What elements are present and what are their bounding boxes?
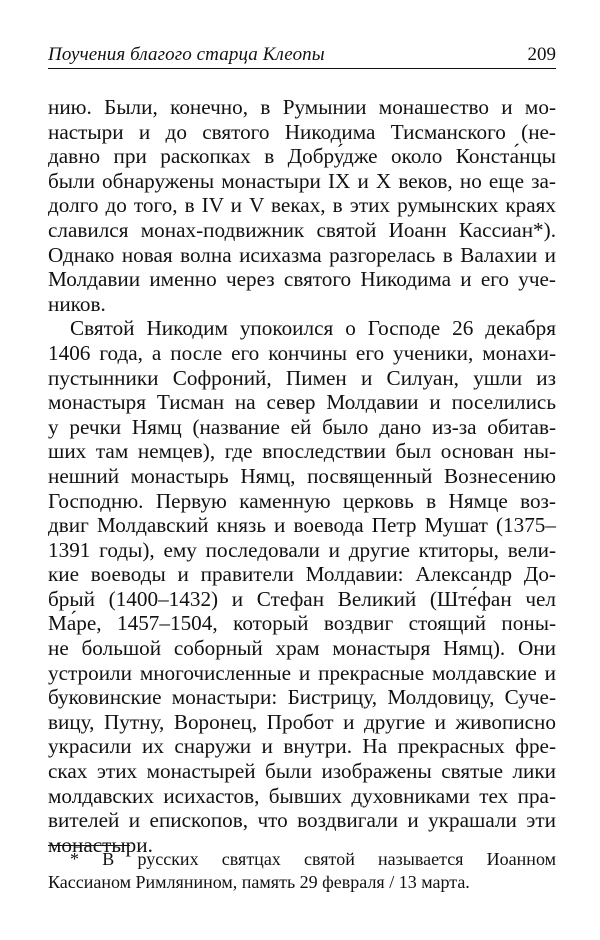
text-line: Господню. Первую каменную церковь в Нямце воз-: [48, 488, 556, 513]
text-line: настыри и до святого Никодима Тисманского (не-: [48, 119, 556, 144]
text-line: монастыря Тисман на север Молдавии и поселились: [48, 390, 556, 415]
text-line: давно при раскопках в Добру́дже около Конста́нцы: [48, 144, 556, 169]
text-line: Молдавии именно через святого Никодима и его уче-: [48, 267, 556, 292]
text-line: молдавских исихастов, бывших духовниками тех пра-: [48, 783, 556, 808]
text-line: буковинские монастыри: Бистрицу, Молдовицу, Суче-: [48, 685, 556, 710]
footnote-line: * В русских святцах святой называется Иоанном: [70, 849, 556, 869]
text-line: ников.: [48, 291, 106, 316]
text-line: вицу, Путну, Воронец, Пробот и другие и живописно: [48, 709, 556, 734]
text-line: пустынники Софроний, Пимен и Силуан, ушли из: [48, 365, 556, 390]
body-text: [48, 95, 556, 857]
text-line: ших там немцев), где впоследствии был основан ны-: [48, 439, 556, 464]
text-line: были обнаружены монастыри IX и X веков, но еще за-: [48, 168, 556, 193]
text-line: брый (1400–1432) и Стефан Великий (Ште́фан чел: [48, 586, 556, 611]
text-line: кие воеводы и правители Молдавии: Александр До-: [48, 562, 556, 587]
text-line: сках этих монастырей были изображены святые лики: [48, 759, 556, 784]
text-line: славился монах-подвижник святой Иоанн Кассиан*).: [48, 217, 556, 242]
paragraph-first-line: Святой Никодим упокоился о Господе 26 декабря: [70, 316, 556, 341]
running-head: [48, 44, 556, 69]
text-line: долго до того, в IV и V веках, в этих румынских краях: [48, 193, 556, 218]
footnote-divider: [48, 845, 130, 846]
text-line: устроили многочисленные и прекрасные молдавские и: [48, 660, 556, 685]
page-number: 209: [527, 44, 556, 65]
text-line: Ма́ре, 1457–1504, который воздвиг стоящий поны-: [48, 611, 556, 636]
text-line: у речки Нямц (название ей было дано из-за обитав-: [48, 414, 556, 439]
text-line: нешний монастырь Нямц, посвященный Вознесению: [48, 463, 556, 488]
text-line: Однако новая волна исихазма разгорелась в Валахии и: [48, 242, 556, 267]
running-title: Поучения благого старца Клеопы: [48, 44, 325, 65]
text-line: украсили их снаружи и внутри. На прекрасных фре-: [48, 734, 556, 759]
text-line: 1391 годы), ему последовали и другие ктиторы, вели-: [48, 537, 556, 562]
text-line: двиг Молдавский князь и воевода Петр Мушат (1375–: [48, 513, 556, 538]
text-line: 1406 года, а после его кончины его ученики, монахи-: [48, 340, 556, 365]
footnote: [48, 848, 556, 894]
text-line: не большой соборный храм монастыря Нямц). Они: [48, 636, 556, 661]
footnote-line: Кассианом Римлянином, память 29 февраля / 13 марта.: [48, 872, 470, 892]
text-line: монастыри.: [48, 832, 153, 857]
text-line: вителей и епископов, что воздвигали и украшали эти: [48, 808, 556, 833]
text-line: нию. Были, конечно, в Румынии монашество и мо-: [48, 95, 556, 119]
